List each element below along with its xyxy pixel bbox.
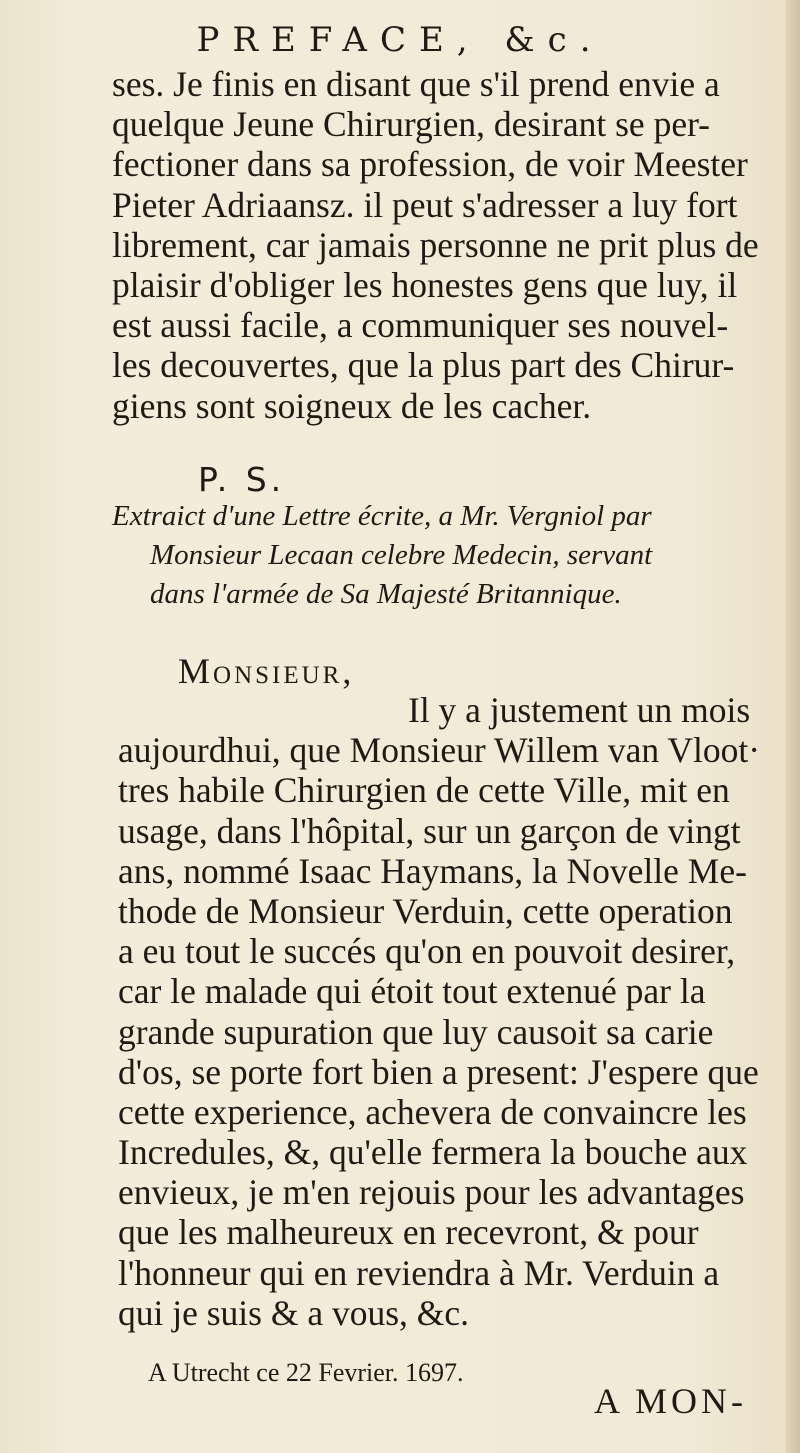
catchword: A MON-: [594, 1381, 748, 1421]
text-line: est aussi facile, a communiquer ses nouvel-: [112, 305, 729, 346]
text-line: les decouvertes, que la plus part des Chirur-: [112, 345, 735, 386]
text-line: grande supuration que luy causoit sa carie: [118, 1011, 714, 1052]
page-edge: [786, 0, 800, 1453]
paragraph-1: [112, 64, 772, 426]
dateline: A Utrecht ce 22 Fevrier. 1697.: [148, 1358, 464, 1387]
text-line: librement, car jamais personne ne prit plus de: [112, 224, 759, 265]
text-line: d'os, se porte fort bien a present: J'espere que: [118, 1051, 759, 1092]
text-line: Il y a justement un mois: [408, 690, 751, 730]
text-line: aujourdhui, que Monsieur Willem van Vloot·: [118, 730, 761, 771]
extract-line: Extraict d'une Lettre écrite, a Mr. Vergniol par: [112, 500, 652, 532]
text-line: thode de Monsieur Verduin, cette operation: [118, 890, 733, 931]
text-line: car le malade qui étoit tout extenué par la: [118, 971, 706, 1012]
text-line: plaisir d'obliger les honestes gens que luy, il: [112, 264, 738, 305]
text-line: envieux, je m'en rejouis pour les advantages: [118, 1172, 745, 1213]
text-line: giens sont soigneux de les cacher.: [112, 385, 592, 426]
postscript-heading: P. S.: [198, 460, 286, 499]
extract-line: Monsieur Lecaan celebre Medecin, servant: [150, 539, 653, 571]
salutation: Monsieur,: [178, 651, 355, 691]
extract-heading: [112, 497, 772, 614]
running-header: PREFACE, &c.: [196, 20, 604, 60]
text-line: ses. Je finis en disant que s'il prend envie a: [112, 64, 720, 104]
text-line: a eu tout le succés qu'on en pouvoit desirer,: [118, 931, 736, 972]
text-line: que les malheureux en recevront, & pour: [118, 1212, 699, 1253]
text-line: cette experience, achevera de convaincre les: [118, 1091, 747, 1132]
extract-line: dans l'armée de Sa Majesté Britannique.: [150, 578, 622, 610]
text-line: ans, nommé Isaac Haymans, la Novelle Me-: [118, 850, 747, 891]
text-line: Incredules, &, qu'elle fermera la bouche aux: [118, 1132, 748, 1173]
text-line: Pieter Adriaansz. il peut s'adresser a luy fort: [112, 184, 738, 225]
text-line: fectioner dans sa profession, de voir Meester: [112, 144, 748, 185]
text-line: qui je suis & a vous, &c.: [118, 1292, 470, 1333]
text-line: l'honneur qui en reviendra à Mr. Verduin a: [118, 1252, 720, 1293]
paragraph-2: [118, 690, 778, 1333]
text-line: quelque Jeune Chirurgien, desirant se per-: [112, 104, 711, 145]
text-line: tres habile Chirurgien de cette Ville, mit en: [118, 770, 730, 811]
text-line: usage, dans l'hôpital, sur un garçon de vingt: [118, 810, 741, 851]
